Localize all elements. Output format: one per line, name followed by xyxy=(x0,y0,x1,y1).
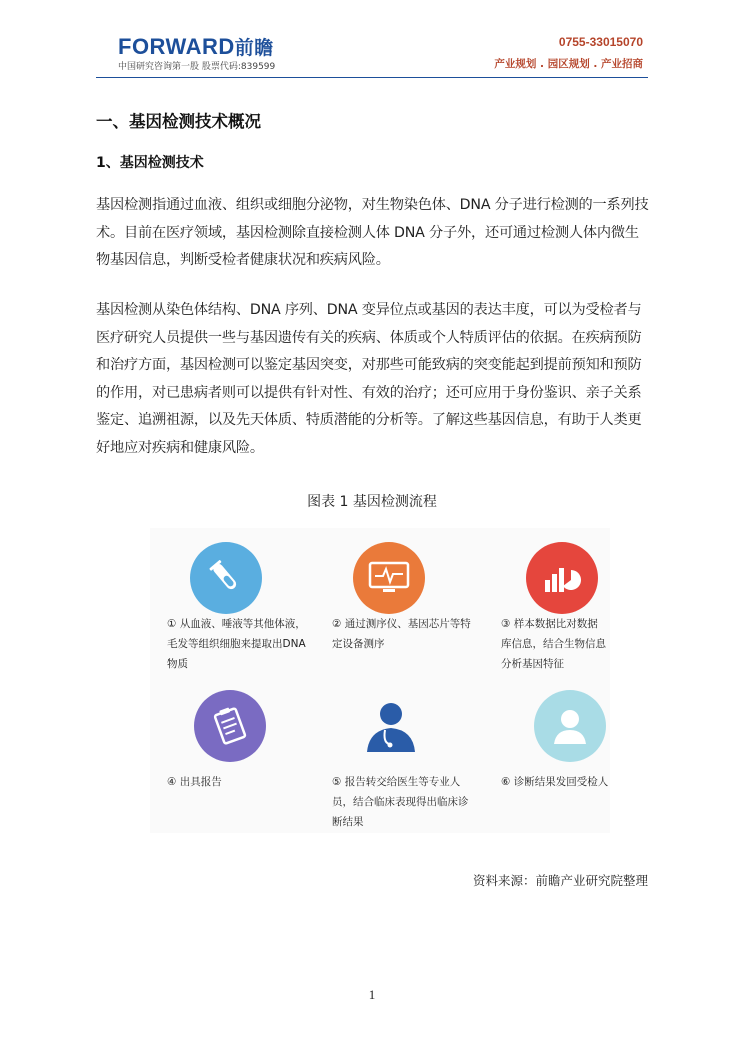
person-icon xyxy=(548,704,592,748)
page-number: 1 xyxy=(368,987,376,1002)
logo-chinese: 前瞻 xyxy=(234,37,274,59)
doctor-icon xyxy=(359,698,423,754)
company-logo xyxy=(118,33,274,60)
step-3-text: ③ 样本数据比对数据库信息，结合生物信息分析基因特征 xyxy=(501,618,606,670)
gene-testing-flow-figure xyxy=(150,528,610,833)
figure-source: 资料来源：前瞻产业研究院整理 xyxy=(472,873,648,888)
step-5-text: ⑤ 报告转交给医生等专业人员，结合临床表现得出临床诊断结果 xyxy=(332,776,469,828)
step-1-text: ① 从血液、唾液等其他体液，毛发等组织细胞来提取出DNA物质 xyxy=(167,618,306,670)
chart-icon xyxy=(541,558,583,598)
monitor-icon xyxy=(367,558,411,598)
figure-caption: 图表 1 基因检测流程 xyxy=(307,494,437,510)
step-4-text: ④ 出具报告 xyxy=(167,776,222,788)
service-slogan: 产业规划 . 园区规划 . 产业招商 xyxy=(494,58,643,70)
contact-phone: 0755-33015070 xyxy=(558,35,643,49)
step-6-circle xyxy=(534,690,606,762)
step-5-circle xyxy=(355,690,427,762)
paragraph-2: 基因检测从染色体结构、DNA 序列、DNA 变异位点或基因的表达丰度，可以为受检者与医疗研究人员提供一些与基因遗传有关的疾病、体质或个人特质评估的依据。在疾病预防和治疗方面，基因检测可以鉴定基因突变，对那些可能致病的突变能起到提前预知和预防的作用，对已患病者则可以提供有针对性、有效的治疗；还可应用于身份鉴识、亲子关系鉴定、追溯祖源，以及先天体质、特质潜能的分析等。了解这些基因信息，有助于人类更好地应对疾病和健康风险。 xyxy=(96,302,642,456)
company-tagline: 中国研究咨询第一股 股票代码:839599 xyxy=(118,62,276,72)
section-subtitle: 1、基因检测技术 xyxy=(96,155,204,171)
step-1-circle xyxy=(190,542,262,614)
step-2-circle xyxy=(353,542,425,614)
step-4-circle xyxy=(194,690,266,762)
step-2-text: ② 通过测序仪、基因芯片等特定设备测序 xyxy=(332,618,471,650)
section-title: 一、基因检测技术概况 xyxy=(96,112,261,131)
step-6-text: ⑥ 诊断结果发回受检人 xyxy=(501,776,609,788)
step-3-circle xyxy=(526,542,598,614)
test-tube-icon xyxy=(206,558,246,598)
clipboard-icon xyxy=(210,705,250,747)
paragraph-1: 基因检测指通过血液、组织或细胞分泌物，对生物染色体、DNA 分子进行检测的一系列技术。目前在医疗领域，基因检测除直接检测人体 DNA 分子外，还可通过检测人体内微生物基因信息，判断受检者健康状况和疾病风险。 xyxy=(96,197,649,268)
logo-english: FORWARD xyxy=(118,34,235,59)
header-divider xyxy=(96,77,648,78)
